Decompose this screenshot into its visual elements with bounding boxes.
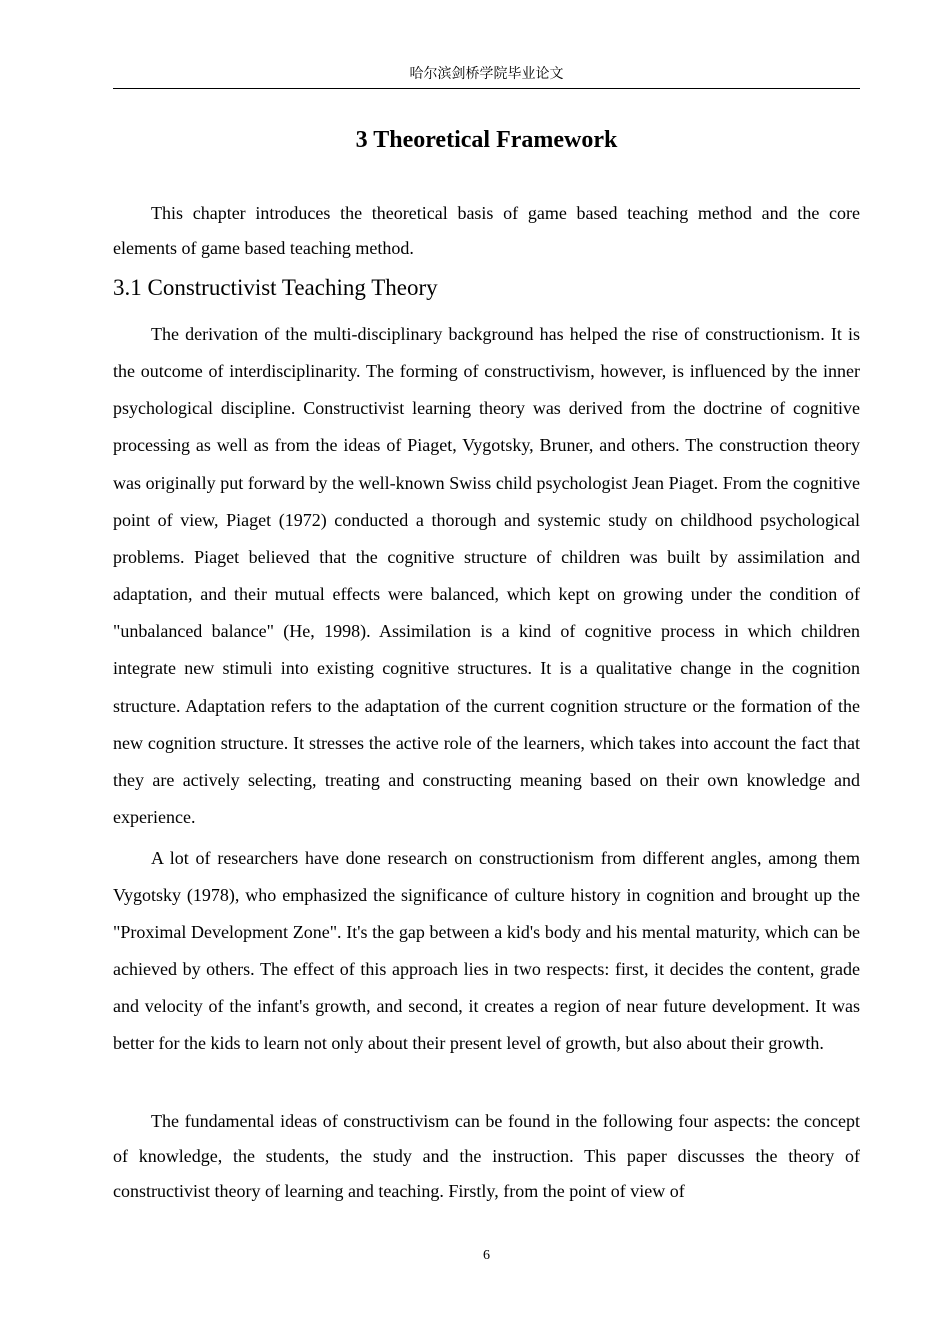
page-number: 6 xyxy=(483,1248,490,1263)
body-paragraph-3: The fundamental ideas of constructivism can be found in the following four aspects: the concept of knowledge, the students, the study and the instruction. This paper discusses the theory of constructivist theory of learning and teaching. Firstly, from the point of view of xyxy=(113,1111,860,1201)
chapter-intro-paragraph: This chapter introduces the theoretical basis of game based teaching method and the core elements of game based teaching method. xyxy=(113,203,860,258)
header-rule xyxy=(113,88,860,89)
section-title: 3.1 Constructivist Teaching Theory xyxy=(113,275,438,300)
running-header: 哈尔滨剑桥学院毕业论文 xyxy=(409,67,564,82)
chapter-title: 3 Theoretical Framework xyxy=(355,127,618,153)
body-paragraph-1: The derivation of the multi-disciplinary background has helped the rise of constructionism. It is the outcome of interdisciplinarity. The forming of constructivism, however, is influenced by the inner psychological discipline. Constructivist learning theory was derived from the doctrine of cognitive processing as well as from the ideas of Piaget, Vygotsky, Bruner, and others. The construction theory was originally put forward by the well-known Swiss child psychologist Jean Piaget. From the cognitive point of view, Piaget (1972) conducted a thorough and systemic study on childhood psychological problems. Piaget believed that the cognitive structure of children was built by assimilation and adaptation, and their mutual effects were balanced, which kept on growing under the condition of "unbalanced balance" (He, 1998). Assimilation is a kind of cognitive process in which children integrate new stimuli into existing cognitive structures. It is a qualitative change in the cognition structure. Adaptation refers to the adaptation of the current cognition structure or the formation of the new cognition structure. It stresses the active role of the learners, which takes into account the fact that they are actively selecting, treating and constructing meaning based on their own knowledge and experience. xyxy=(113,324,860,828)
body-paragraph-2: A lot of researchers have done research on constructionism from different angles, among them Vygotsky (1978), who emphasized the significance of culture history in cognition and brought up the "Proximal Development Zone". It's the gap between a kid's body and his mental maturity, which can be achieved by others. The effect of this approach lies in two respects: first, it decides the content, grade and velocity of the infant's growth, and second, it creates a region of near future development. It was better for the kids to learn not only about their present level of growth, but also about their growth. xyxy=(113,848,860,1054)
